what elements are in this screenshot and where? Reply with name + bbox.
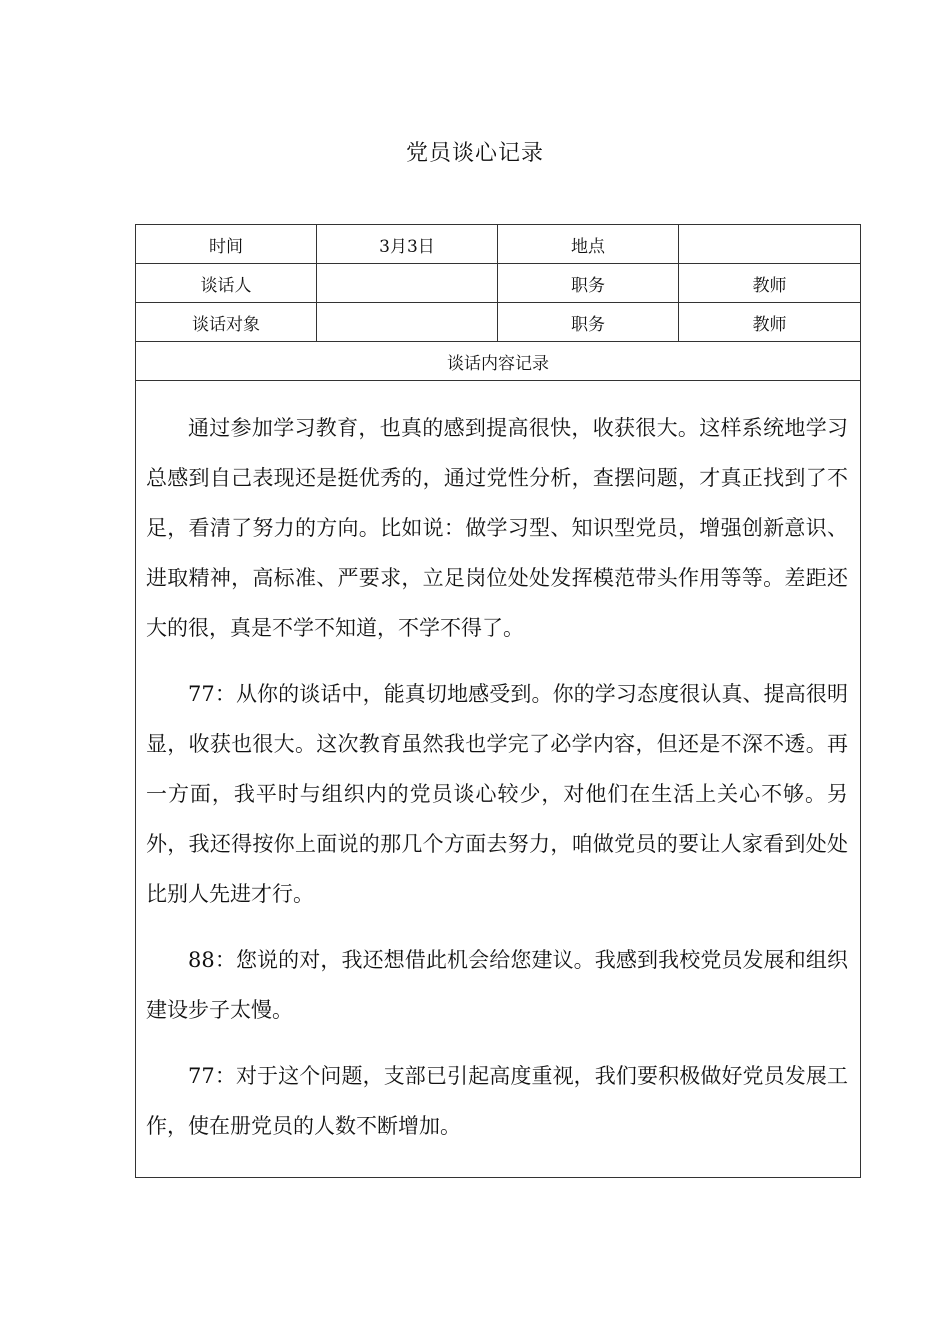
target-value <box>317 303 498 342</box>
place-label: 地点 <box>498 225 679 264</box>
speaker-label: 谈话人 <box>136 264 317 303</box>
table-row-content <box>136 381 861 1178</box>
target-role-value: 教师 <box>679 303 861 342</box>
paragraph: 88：您说的对，我还想借此机会给您建议。我感到我校党员发展和组织建设步子太慢。 <box>146 948 848 1022</box>
talk-record-table <box>135 224 861 1178</box>
paragraph: 77：从你的谈话中，能真切地感受到。你的学习态度很认真、提高很明显，收获也很大。这次教育虽然我也学完了必学内容，但还是不深不透。再一方面，我平时与组织内的党员谈心较少，对他们在生活上关心不够。另外，我还得按你上面说的那几个方面去努力，咱做党员的要让人家看到处处比别人先进才行。 <box>146 682 848 906</box>
paragraph: 通过参加学习教育，也真的感到提高很快，收获很大。这样系统地学习总感到自己表现还是挺优秀的，通过党性分析，查摆问题，才真正找到了不足，看清了努力的方向。比如说：做学习型、知识型党员，增强创新意识、进取精神，高标准、严要求，立足岗位处处发挥模范带头作用等等。差距还大的很，真是不学不知道，不学不得了。 <box>146 416 848 640</box>
record-content <box>136 381 861 1178</box>
table-row-record-header <box>136 342 861 381</box>
document-title: 党员谈心记录 <box>405 141 544 166</box>
table-row-target <box>136 303 861 342</box>
speaker-role-value: 教师 <box>679 264 861 303</box>
time-value: 3月3日 <box>317 225 498 264</box>
place-value <box>679 225 861 264</box>
speaker-value <box>317 264 498 303</box>
table-row-speaker <box>136 264 861 303</box>
table-row-time <box>136 225 861 264</box>
target-role-label: 职务 <box>498 303 679 342</box>
record-header: 谈话内容记录 <box>136 342 861 381</box>
time-label: 时间 <box>136 225 317 264</box>
target-label: 谈话对象 <box>136 303 317 342</box>
speaker-role-label: 职务 <box>498 264 679 303</box>
paragraph: 77：对于这个问题，支部已引起高度重视，我们要积极做好党员发展工作，使在册党员的人数不断增加。 <box>146 1064 848 1138</box>
